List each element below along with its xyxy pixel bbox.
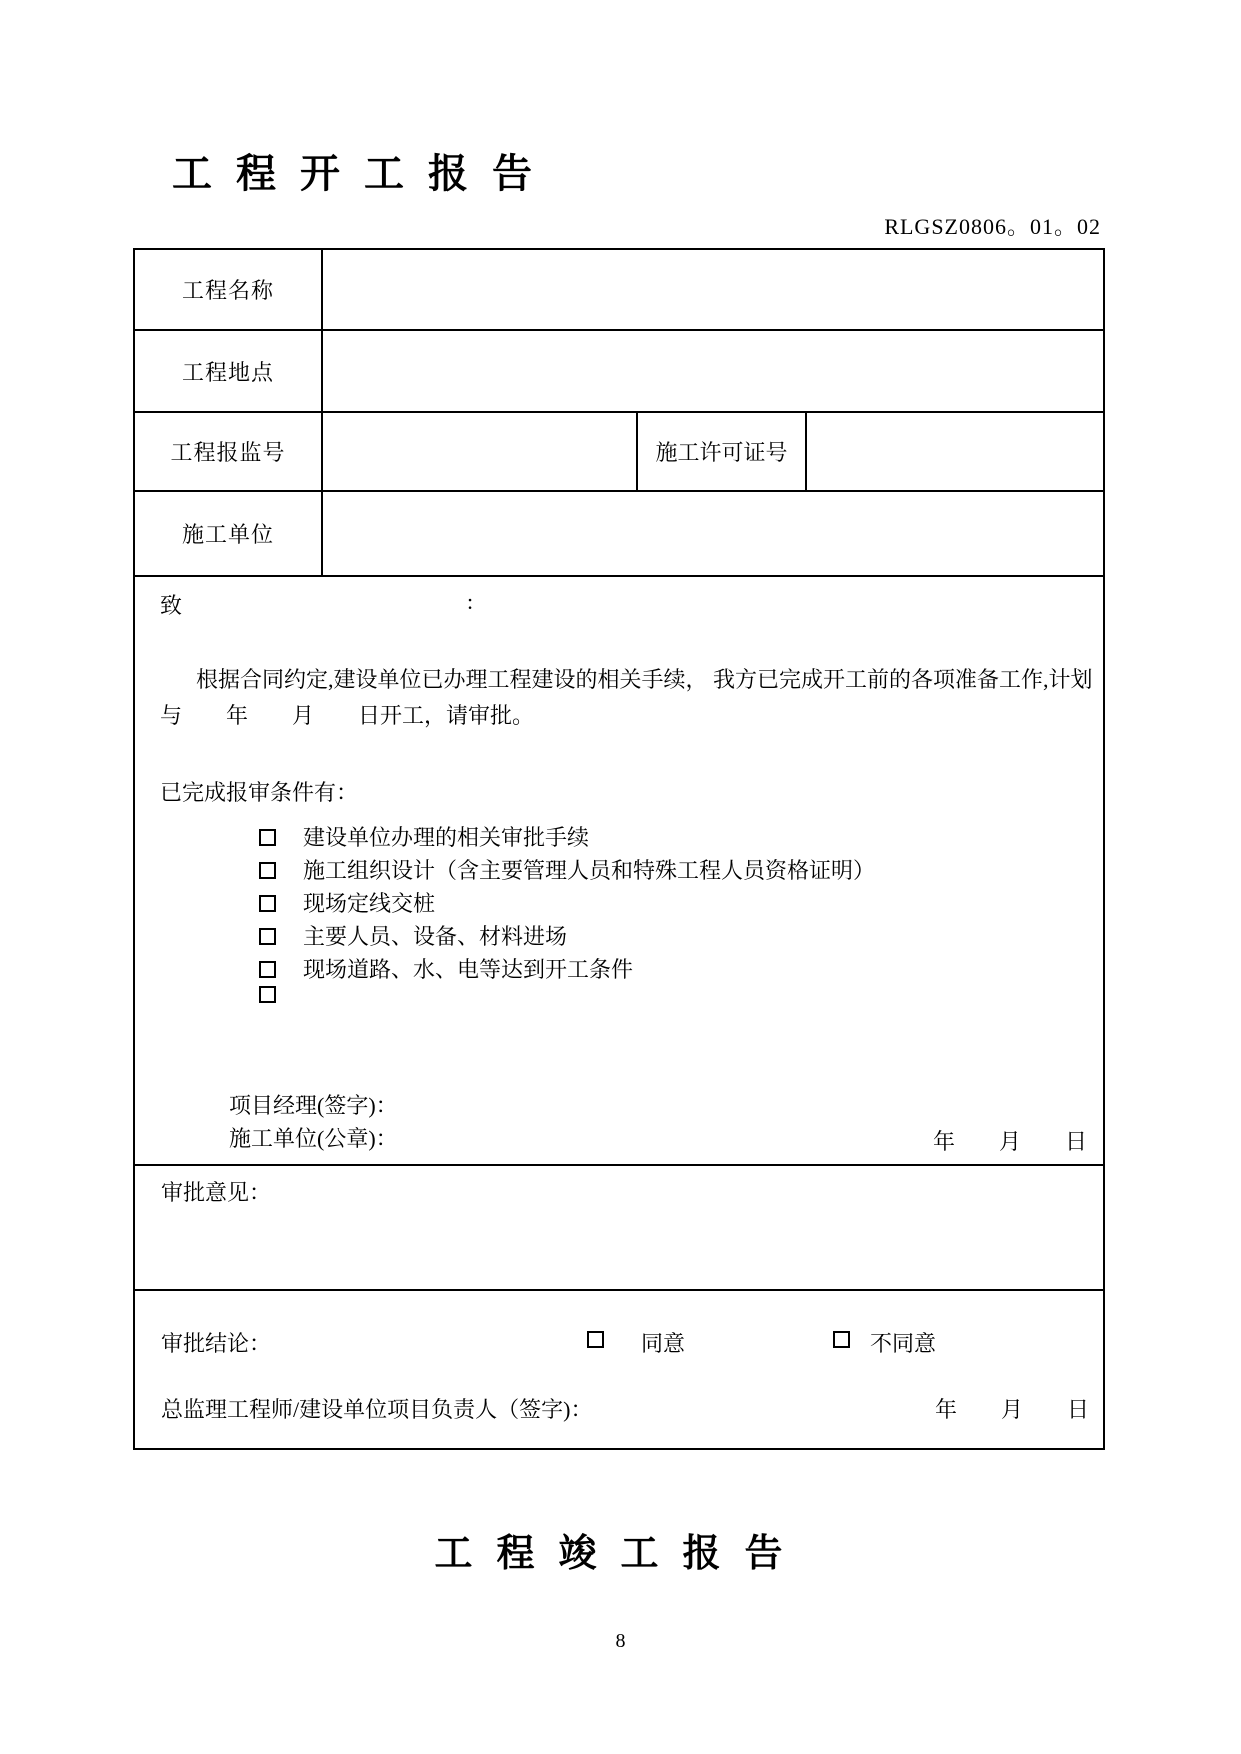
approval-conclusion-row bbox=[135, 1291, 1103, 1448]
chief-engineer-sign-label[interactable]: 总监理工程师/建设单位项目负责人（签字)： bbox=[161, 1397, 593, 1422]
condition-item bbox=[160, 887, 1083, 920]
condition-item bbox=[160, 920, 1083, 953]
condition-item bbox=[160, 821, 1083, 854]
notice-paragraph-line2[interactable]: 与 年 月 日开工，请审批。 bbox=[160, 703, 535, 728]
condition-item bbox=[160, 953, 1083, 986]
commencement-report-form bbox=[133, 248, 1105, 1450]
checkbox-agree[interactable] bbox=[587, 1331, 604, 1348]
approval-opinion-row bbox=[135, 1166, 1103, 1291]
notice-date-line[interactable]: 年 月 日 bbox=[932, 1129, 1087, 1154]
notice-paragraph bbox=[160, 662, 1093, 734]
approval-opinion-label: 审批意见： bbox=[161, 1180, 272, 1205]
condition-label: 主要人员、设备、材料进场 bbox=[303, 924, 568, 949]
contractor-label: 施工单位 bbox=[181, 522, 274, 547]
approval-opinion-cell[interactable] bbox=[135, 1166, 1103, 1289]
checkbox-other-condition[interactable] bbox=[259, 986, 276, 1003]
project-location-label: 工程地点 bbox=[181, 359, 274, 385]
addressee-line[interactable] bbox=[160, 589, 1083, 620]
project-name-label: 工程名称 bbox=[181, 278, 274, 303]
page-number: 8 bbox=[615, 1630, 626, 1652]
project-name-row bbox=[135, 250, 1103, 331]
checkbox-disagree[interactable] bbox=[833, 1331, 850, 1348]
addressee-colon: : bbox=[467, 589, 474, 614]
contractor-seal-label[interactable]: 施工单位(公章)： bbox=[229, 1126, 398, 1151]
conditions-list bbox=[160, 821, 1083, 1003]
notice-cell bbox=[135, 577, 1103, 1164]
permit-no-label: 施工许可证号 bbox=[636, 413, 805, 490]
approval-conclusion-cell bbox=[135, 1291, 1103, 1448]
supervision-no-label: 工程报监号 bbox=[170, 440, 286, 465]
condition-item bbox=[160, 986, 1083, 1003]
conclusion-date-line[interactable]: 年 月 日 bbox=[934, 1397, 1089, 1422]
checkbox-construction-org-design[interactable] bbox=[259, 862, 276, 879]
notice-row bbox=[135, 577, 1103, 1166]
addressee-to-label: 致 bbox=[160, 593, 183, 618]
checkbox-site-utilities[interactable] bbox=[259, 961, 276, 978]
project-location-row bbox=[135, 331, 1103, 413]
disagree-label: 不同意 bbox=[870, 1331, 937, 1356]
agree-label: 同意 bbox=[641, 1331, 686, 1356]
project-name-field[interactable] bbox=[321, 250, 1103, 329]
project-location-field[interactable] bbox=[321, 331, 1103, 411]
page-title: 工程开工报告 bbox=[172, 151, 556, 196]
checkbox-personnel-equipment[interactable] bbox=[259, 928, 276, 945]
form-reference-number: RLGSZ0806。01。02 bbox=[884, 214, 1101, 239]
checkbox-site-stakeout[interactable] bbox=[259, 895, 276, 912]
condition-item bbox=[160, 854, 1083, 887]
contractor-field[interactable] bbox=[321, 492, 1103, 575]
contractor-row bbox=[135, 492, 1103, 577]
condition-label: 现场道路、水、电等达到开工条件 bbox=[303, 957, 634, 982]
supervision-permit-row bbox=[135, 413, 1103, 492]
condition-label: 现场定线交桩 bbox=[303, 891, 436, 916]
completion-report-title: 工程竣工报告 bbox=[434, 1533, 807, 1575]
supervision-no-field[interactable] bbox=[321, 413, 636, 490]
condition-label: 建设单位办理的相关审批手续 bbox=[303, 825, 590, 850]
permit-no-field[interactable] bbox=[805, 413, 1103, 490]
checkbox-approval-procedures[interactable] bbox=[259, 829, 276, 846]
notice-paragraph-line1: 根据合同约定,建设单位已办理工程建设的相关手续， 我方已完成开工前的各项准备工作,计划 bbox=[196, 667, 1093, 692]
conditions-heading: 已完成报审条件有： bbox=[160, 780, 359, 805]
condition-label: 施工组织设计（含主要管理人员和特殊工程人员资格证明） bbox=[303, 858, 876, 883]
project-manager-sign-label[interactable]: 项目经理(签字)： bbox=[229, 1093, 398, 1118]
approval-conclusion-label: 审批结论： bbox=[161, 1331, 272, 1356]
